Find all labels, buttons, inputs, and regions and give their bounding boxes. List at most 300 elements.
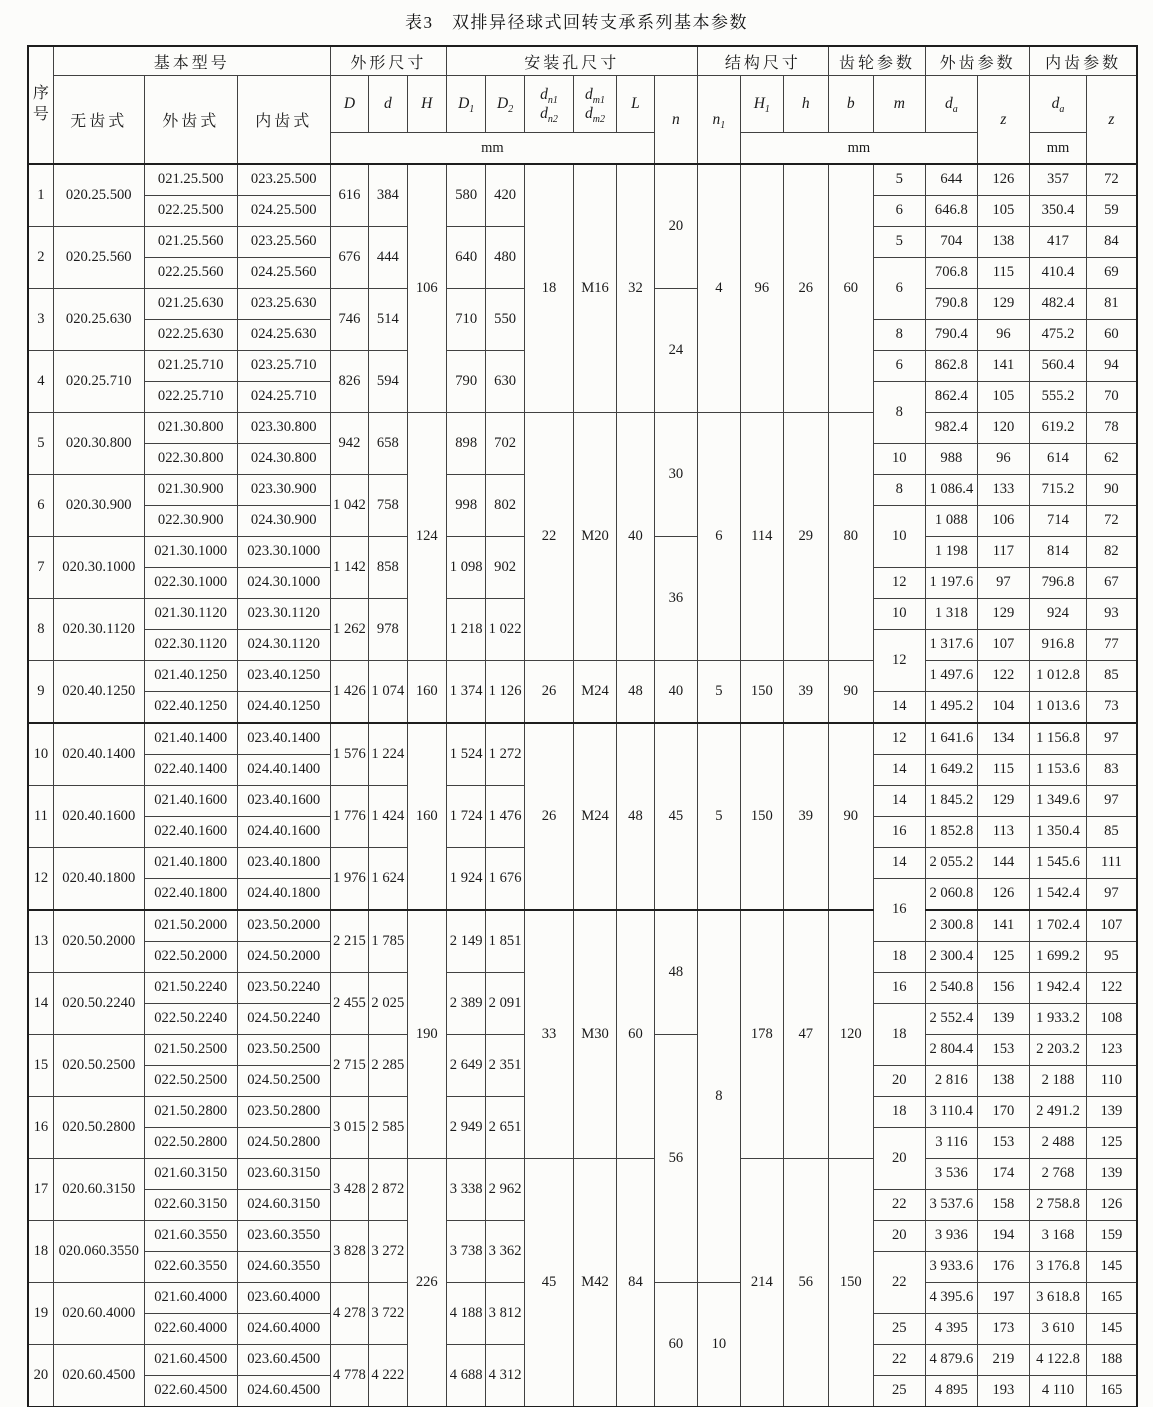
data-cell: 022.50.2800 bbox=[144, 1128, 237, 1159]
header-cell: L bbox=[616, 76, 654, 133]
data-cell: 1 426 bbox=[330, 661, 368, 724]
data-cell: 4 879.6 bbox=[926, 1345, 978, 1376]
data-cell: 024.25.710 bbox=[237, 382, 330, 413]
data-cell: 4 395 bbox=[926, 1314, 978, 1345]
data-cell: 023.60.3150 bbox=[237, 1159, 330, 1190]
data-cell: 702 bbox=[486, 413, 524, 475]
data-cell: 6 bbox=[873, 258, 926, 320]
data-cell: 410.4 bbox=[1030, 258, 1087, 289]
table-row bbox=[28, 1159, 1137, 1190]
data-cell: 020.25.630 bbox=[53, 289, 144, 351]
header-cell: $D_2$ bbox=[486, 76, 524, 133]
header-cell: $d_a$ bbox=[926, 76, 978, 133]
data-cell: 117 bbox=[977, 537, 1030, 568]
data-cell: 021.40.1250 bbox=[144, 661, 237, 692]
data-cell: 2 872 bbox=[369, 1159, 407, 1221]
data-cell: 60 bbox=[616, 910, 654, 1159]
data-cell: 126 bbox=[977, 879, 1030, 911]
data-cell: 022.60.3550 bbox=[144, 1252, 237, 1283]
data-cell: 20 bbox=[873, 1221, 926, 1252]
data-cell: 022.40.1250 bbox=[144, 692, 237, 724]
data-cell: 11 bbox=[28, 786, 53, 848]
data-cell: 150 bbox=[741, 723, 783, 910]
data-cell: 022.40.1800 bbox=[144, 879, 237, 911]
data-cell: 125 bbox=[977, 942, 1030, 973]
data-cell: 021.50.2500 bbox=[144, 1035, 237, 1066]
data-cell: 178 bbox=[741, 910, 783, 1159]
header-cell: 安装孔尺寸 bbox=[446, 46, 697, 76]
data-cell: 021.30.1120 bbox=[144, 599, 237, 630]
data-cell: 26 bbox=[524, 661, 574, 724]
data-cell: 20 bbox=[655, 164, 697, 289]
data-cell: 514 bbox=[369, 289, 407, 351]
data-cell: 22 bbox=[873, 1252, 926, 1314]
data-cell: 158 bbox=[977, 1190, 1030, 1221]
data-cell: 22 bbox=[873, 1345, 926, 1376]
data-cell: 021.50.2240 bbox=[144, 973, 237, 1004]
data-cell: 023.50.2000 bbox=[237, 910, 330, 942]
data-cell: 2 649 bbox=[446, 1035, 485, 1097]
data-cell: 024.40.1250 bbox=[237, 692, 330, 724]
data-cell: 115 bbox=[977, 755, 1030, 786]
data-cell: 023.25.500 bbox=[237, 164, 330, 196]
data-cell: 1 074 bbox=[369, 661, 407, 724]
data-cell: 10 bbox=[873, 506, 926, 568]
data-cell: 19 bbox=[28, 1283, 53, 1345]
data-cell: 14 bbox=[873, 692, 926, 724]
data-cell: 024.60.4000 bbox=[237, 1314, 330, 1345]
table-row bbox=[28, 723, 1137, 755]
table-header bbox=[28, 46, 1137, 164]
data-cell: 4 110 bbox=[1030, 1376, 1087, 1407]
data-cell: M24 bbox=[574, 723, 616, 910]
data-cell: 020.25.560 bbox=[53, 227, 144, 289]
data-cell: 023.25.710 bbox=[237, 351, 330, 382]
data-cell: 160 bbox=[407, 661, 446, 724]
data-cell: 22 bbox=[873, 1190, 926, 1221]
data-cell: 107 bbox=[1086, 910, 1137, 942]
data-cell: 3 537.6 bbox=[926, 1190, 978, 1221]
data-cell: 3 536 bbox=[926, 1159, 978, 1190]
data-cell: 133 bbox=[977, 475, 1030, 506]
data-cell: 942 bbox=[330, 413, 368, 475]
data-cell: 022.30.1120 bbox=[144, 630, 237, 661]
data-cell: 023.30.900 bbox=[237, 475, 330, 506]
data-cell: M20 bbox=[574, 413, 616, 661]
data-cell: 022.25.500 bbox=[144, 196, 237, 227]
data-cell: 021.30.800 bbox=[144, 413, 237, 444]
data-cell: 8 bbox=[697, 910, 740, 1283]
data-cell: 5 bbox=[697, 661, 740, 724]
data-cell: 78 bbox=[1086, 413, 1137, 444]
data-cell: 60 bbox=[655, 1283, 697, 1407]
header-cell: 外齿式 bbox=[144, 76, 237, 165]
table-row bbox=[28, 413, 1137, 444]
data-cell: 021.25.710 bbox=[144, 351, 237, 382]
data-cell: 1 852.8 bbox=[926, 817, 978, 848]
data-cell: 021.40.1800 bbox=[144, 848, 237, 879]
data-cell: 555.2 bbox=[1030, 382, 1087, 413]
data-cell: 826 bbox=[330, 351, 368, 413]
data-cell: 2 215 bbox=[330, 910, 368, 973]
data-cell: 1 641.6 bbox=[926, 723, 978, 755]
data-cell: 1 424 bbox=[369, 786, 407, 848]
data-cell: 3 338 bbox=[446, 1159, 485, 1221]
data-cell: 644 bbox=[926, 164, 978, 196]
data-cell: 1 851 bbox=[486, 910, 524, 973]
data-cell: 978 bbox=[369, 599, 407, 661]
data-cell: 1 088 bbox=[926, 506, 978, 537]
data-cell: 3 176.8 bbox=[1030, 1252, 1087, 1283]
data-cell: 40 bbox=[616, 413, 654, 661]
data-cell: 814 bbox=[1030, 537, 1087, 568]
header-cell: h bbox=[783, 76, 829, 133]
data-cell: 33 bbox=[524, 910, 574, 1159]
data-cell: 145 bbox=[1086, 1314, 1137, 1345]
data-cell: 4 312 bbox=[486, 1345, 524, 1407]
data-cell: 024.30.1000 bbox=[237, 568, 330, 599]
data-cell: 3 722 bbox=[369, 1283, 407, 1345]
data-cell: 1 576 bbox=[330, 723, 368, 786]
data-cell: 1 022 bbox=[486, 599, 524, 661]
header-cell: 基本型号 bbox=[53, 46, 330, 76]
data-cell: 646.8 bbox=[926, 196, 978, 227]
header-cell: d bbox=[369, 76, 407, 133]
data-cell: 6 bbox=[873, 351, 926, 382]
data-cell: 3 362 bbox=[486, 1221, 524, 1283]
data-cell: 90 bbox=[829, 723, 873, 910]
data-cell: 802 bbox=[486, 475, 524, 537]
data-cell: 023.40.1400 bbox=[237, 723, 330, 755]
data-cell: 138 bbox=[977, 227, 1030, 258]
data-cell: 796.8 bbox=[1030, 568, 1087, 599]
header-cell: mm bbox=[330, 133, 654, 165]
data-cell: 122 bbox=[977, 661, 1030, 692]
data-cell: 125 bbox=[1086, 1128, 1137, 1159]
data-cell: 022.60.3150 bbox=[144, 1190, 237, 1221]
data-cell: 3 110.4 bbox=[926, 1097, 978, 1128]
data-cell: 77 bbox=[1086, 630, 1137, 661]
parameters-table bbox=[27, 45, 1138, 1407]
data-cell: 1 724 bbox=[446, 786, 485, 848]
data-cell: 4 bbox=[697, 164, 740, 413]
data-cell: 193 bbox=[977, 1376, 1030, 1407]
header-cell: D bbox=[330, 76, 368, 133]
data-cell: 30 bbox=[655, 413, 697, 537]
data-cell: 3 933.6 bbox=[926, 1252, 978, 1283]
data-cell: 12 bbox=[28, 848, 53, 911]
header-row bbox=[28, 76, 1137, 133]
data-cell: 024.50.2500 bbox=[237, 1066, 330, 1097]
data-cell: 021.60.3550 bbox=[144, 1221, 237, 1252]
data-cell: 924 bbox=[1030, 599, 1087, 630]
data-cell: 024.40.1800 bbox=[237, 879, 330, 911]
data-cell: 3 610 bbox=[1030, 1314, 1087, 1345]
data-cell: 898 bbox=[446, 413, 485, 475]
data-cell: 141 bbox=[977, 351, 1030, 382]
data-cell: 790.8 bbox=[926, 289, 978, 320]
data-cell: 139 bbox=[977, 1004, 1030, 1035]
data-cell: 1 699.2 bbox=[1030, 942, 1087, 973]
header-cell: 结构尺寸 bbox=[697, 46, 828, 76]
data-cell: 14 bbox=[28, 973, 53, 1035]
data-cell: 023.25.630 bbox=[237, 289, 330, 320]
data-cell: 129 bbox=[977, 786, 1030, 817]
data-cell: 5 bbox=[873, 227, 926, 258]
data-cell: 16 bbox=[873, 817, 926, 848]
data-cell: 85 bbox=[1086, 817, 1137, 848]
data-cell: 704 bbox=[926, 227, 978, 258]
data-cell: 2 768 bbox=[1030, 1159, 1087, 1190]
data-cell: 4 188 bbox=[446, 1283, 485, 1345]
data-cell: 32 bbox=[616, 164, 654, 413]
data-cell: 165 bbox=[1086, 1283, 1137, 1314]
data-cell: 2 188 bbox=[1030, 1066, 1087, 1097]
data-cell: 48 bbox=[616, 723, 654, 910]
data-cell: 023.40.1250 bbox=[237, 661, 330, 692]
data-cell: 16 bbox=[873, 973, 926, 1004]
data-cell: 59 bbox=[1086, 196, 1137, 227]
data-cell: 12 bbox=[873, 568, 926, 599]
data-cell: 2 300.8 bbox=[926, 910, 978, 942]
data-cell: 020.50.2240 bbox=[53, 973, 144, 1035]
data-cell: 022.40.1600 bbox=[144, 817, 237, 848]
data-cell: 020.60.4000 bbox=[53, 1283, 144, 1345]
data-cell: 022.50.2240 bbox=[144, 1004, 237, 1035]
data-cell: 022.40.1400 bbox=[144, 755, 237, 786]
data-cell: 47 bbox=[783, 910, 829, 1159]
data-cell: 998 bbox=[446, 475, 485, 537]
data-cell: 594 bbox=[369, 351, 407, 413]
data-cell: 1 218 bbox=[446, 599, 485, 661]
data-cell: 022.30.800 bbox=[144, 444, 237, 475]
data-cell: 106 bbox=[977, 506, 1030, 537]
data-cell: 417 bbox=[1030, 227, 1087, 258]
data-cell: 108 bbox=[1086, 1004, 1137, 1035]
data-cell: 26 bbox=[524, 723, 574, 910]
data-cell: 790 bbox=[446, 351, 485, 413]
data-cell: 020.25.500 bbox=[53, 164, 144, 227]
data-cell: 2 203.2 bbox=[1030, 1035, 1087, 1066]
data-cell: 020.25.710 bbox=[53, 351, 144, 413]
data-cell: 020.30.1000 bbox=[53, 537, 144, 599]
data-cell: 714 bbox=[1030, 506, 1087, 537]
data-cell: 2 351 bbox=[486, 1035, 524, 1097]
data-cell: 96 bbox=[741, 164, 783, 413]
data-cell: 82 bbox=[1086, 537, 1137, 568]
data-cell: 139 bbox=[1086, 1159, 1137, 1190]
data-cell: M16 bbox=[574, 164, 616, 413]
data-cell: 150 bbox=[741, 661, 783, 724]
data-cell: 6 bbox=[873, 196, 926, 227]
data-cell: 2 055.2 bbox=[926, 848, 978, 879]
data-cell: 619.2 bbox=[1030, 413, 1087, 444]
data-cell: 022.30.1000 bbox=[144, 568, 237, 599]
data-cell: 123 bbox=[1086, 1035, 1137, 1066]
data-cell: 858 bbox=[369, 537, 407, 599]
data-cell: 021.25.500 bbox=[144, 164, 237, 196]
data-cell: 4 122.8 bbox=[1030, 1345, 1087, 1376]
data-cell: 60 bbox=[1086, 320, 1137, 351]
data-cell: 97 bbox=[977, 568, 1030, 599]
data-cell: 640 bbox=[446, 227, 485, 289]
data-cell: 024.30.1120 bbox=[237, 630, 330, 661]
data-cell: 7 bbox=[28, 537, 53, 599]
data-cell: 8 bbox=[873, 475, 926, 506]
data-cell: 17 bbox=[28, 1159, 53, 1221]
data-cell: 105 bbox=[977, 382, 1030, 413]
data-cell: 2 540.8 bbox=[926, 973, 978, 1004]
data-cell: 614 bbox=[1030, 444, 1087, 475]
data-cell: 24 bbox=[655, 289, 697, 413]
data-cell: 1 495.2 bbox=[926, 692, 978, 724]
data-cell: 60 bbox=[829, 164, 873, 413]
data-cell: 129 bbox=[977, 289, 1030, 320]
data-cell: 021.60.4000 bbox=[144, 1283, 237, 1314]
data-cell: 1 318 bbox=[926, 599, 978, 630]
data-cell: 3 428 bbox=[330, 1159, 368, 1221]
data-cell: 174 bbox=[977, 1159, 1030, 1190]
data-cell: 022.25.560 bbox=[144, 258, 237, 289]
data-cell: 1 197.6 bbox=[926, 568, 978, 599]
data-cell: 1 272 bbox=[486, 723, 524, 786]
header-cell: z bbox=[1086, 76, 1137, 165]
data-cell: 357 bbox=[1030, 164, 1087, 196]
data-cell: 62 bbox=[1086, 444, 1137, 475]
data-cell: 023.30.800 bbox=[237, 413, 330, 444]
data-cell: 110 bbox=[1086, 1066, 1137, 1097]
data-cell: 83 bbox=[1086, 755, 1137, 786]
header-cell: m bbox=[873, 76, 926, 133]
data-cell: 021.30.1000 bbox=[144, 537, 237, 568]
data-cell: 560.4 bbox=[1030, 351, 1087, 382]
data-cell: 715.2 bbox=[1030, 475, 1087, 506]
data-cell: 020.50.2500 bbox=[53, 1035, 144, 1097]
data-cell: 219 bbox=[977, 1345, 1030, 1376]
data-cell: 024.30.900 bbox=[237, 506, 330, 537]
header-cell: $D_1$ bbox=[446, 76, 485, 133]
data-cell: 96 bbox=[977, 320, 1030, 351]
header-cell: 齿轮参数 bbox=[829, 46, 926, 76]
data-cell: 2 552.4 bbox=[926, 1004, 978, 1035]
data-cell: 48 bbox=[655, 910, 697, 1035]
data-cell: 023.50.2240 bbox=[237, 973, 330, 1004]
data-cell: 020.50.2000 bbox=[53, 910, 144, 973]
data-cell: 022.30.900 bbox=[144, 506, 237, 537]
data-cell: 81 bbox=[1086, 289, 1137, 320]
header-cell: $d_{n1}$ $d_{n2}$ bbox=[524, 76, 574, 133]
data-cell: 020.60.3150 bbox=[53, 1159, 144, 1221]
data-cell: 25 bbox=[873, 1376, 926, 1407]
data-cell: 3 015 bbox=[330, 1097, 368, 1159]
data-cell: 20 bbox=[873, 1128, 926, 1190]
data-cell: 72 bbox=[1086, 164, 1137, 196]
data-cell: 29 bbox=[783, 413, 829, 661]
data-cell: 120 bbox=[829, 910, 873, 1159]
data-cell: 022.50.2500 bbox=[144, 1066, 237, 1097]
data-cell: 023.60.4000 bbox=[237, 1283, 330, 1314]
data-cell: 85 bbox=[1086, 661, 1137, 692]
data-cell: 5 bbox=[697, 723, 740, 910]
data-cell: 021.40.1600 bbox=[144, 786, 237, 817]
data-cell: 84 bbox=[616, 1159, 654, 1407]
data-cell: 2 962 bbox=[486, 1159, 524, 1221]
data-cell: 023.30.1000 bbox=[237, 537, 330, 568]
data-cell: 616 bbox=[330, 164, 368, 227]
data-cell: 2 389 bbox=[446, 973, 485, 1035]
data-cell: 1 317.6 bbox=[926, 630, 978, 661]
data-cell: 2 758.8 bbox=[1030, 1190, 1087, 1221]
data-cell: 758 bbox=[369, 475, 407, 537]
data-cell: 1 649.2 bbox=[926, 755, 978, 786]
data-cell: 023.60.3550 bbox=[237, 1221, 330, 1252]
data-cell: 1 524 bbox=[446, 723, 485, 786]
data-cell: 9 bbox=[28, 661, 53, 724]
data-cell: 18 bbox=[873, 942, 926, 973]
data-cell: 170 bbox=[977, 1097, 1030, 1128]
data-cell: 790.4 bbox=[926, 320, 978, 351]
data-cell: 16 bbox=[28, 1097, 53, 1159]
data-cell: 2 715 bbox=[330, 1035, 368, 1097]
data-cell: 1 976 bbox=[330, 848, 368, 911]
data-cell: 113 bbox=[977, 817, 1030, 848]
data-cell: 475.2 bbox=[1030, 320, 1087, 351]
data-cell: 10 bbox=[697, 1283, 740, 1407]
header-cell: $d_a$ bbox=[1030, 76, 1087, 133]
data-cell: 3 116 bbox=[926, 1128, 978, 1159]
data-cell: 156 bbox=[977, 973, 1030, 1004]
data-cell: 56 bbox=[783, 1159, 829, 1407]
data-cell: 2 804.4 bbox=[926, 1035, 978, 1066]
data-cell: M30 bbox=[574, 910, 616, 1159]
data-cell: 190 bbox=[407, 910, 446, 1159]
data-cell: 024.50.2800 bbox=[237, 1128, 330, 1159]
data-cell: 444 bbox=[369, 227, 407, 289]
header-cell: $d_{m1}$ $d_{m2}$ bbox=[574, 76, 616, 133]
data-cell: 710 bbox=[446, 289, 485, 351]
data-cell: 4 688 bbox=[446, 1345, 485, 1407]
data-cell: 482.4 bbox=[1030, 289, 1087, 320]
data-cell: 020.40.1400 bbox=[53, 723, 144, 786]
data-cell: 122 bbox=[1086, 973, 1137, 1004]
data-cell: 022.60.4000 bbox=[144, 1314, 237, 1345]
data-cell: 18 bbox=[28, 1221, 53, 1283]
data-cell: 4 895 bbox=[926, 1376, 978, 1407]
data-cell: M42 bbox=[574, 1159, 616, 1407]
data-cell: 2 455 bbox=[330, 973, 368, 1035]
data-cell: 024.60.4500 bbox=[237, 1376, 330, 1407]
data-cell: 021.50.2800 bbox=[144, 1097, 237, 1128]
data-cell: 024.25.500 bbox=[237, 196, 330, 227]
data-cell: 982.4 bbox=[926, 413, 978, 444]
header-cell: z bbox=[977, 76, 1030, 165]
data-cell: 020.30.800 bbox=[53, 413, 144, 475]
data-cell: 145 bbox=[1086, 1252, 1137, 1283]
data-cell: 2 585 bbox=[369, 1097, 407, 1159]
data-cell: 023.40.1600 bbox=[237, 786, 330, 817]
data-cell: 18 bbox=[524, 164, 574, 413]
data-cell: 96 bbox=[977, 444, 1030, 475]
header-cell: $H_1$ bbox=[741, 76, 783, 133]
data-cell: 10 bbox=[28, 723, 53, 786]
data-cell: 56 bbox=[655, 1035, 697, 1283]
data-cell: 107 bbox=[977, 630, 1030, 661]
data-cell: 138 bbox=[977, 1066, 1030, 1097]
data-cell: 1 476 bbox=[486, 786, 524, 848]
data-cell: 1 086.4 bbox=[926, 475, 978, 506]
data-cell: 134 bbox=[977, 723, 1030, 755]
data-cell: 020.50.2800 bbox=[53, 1097, 144, 1159]
